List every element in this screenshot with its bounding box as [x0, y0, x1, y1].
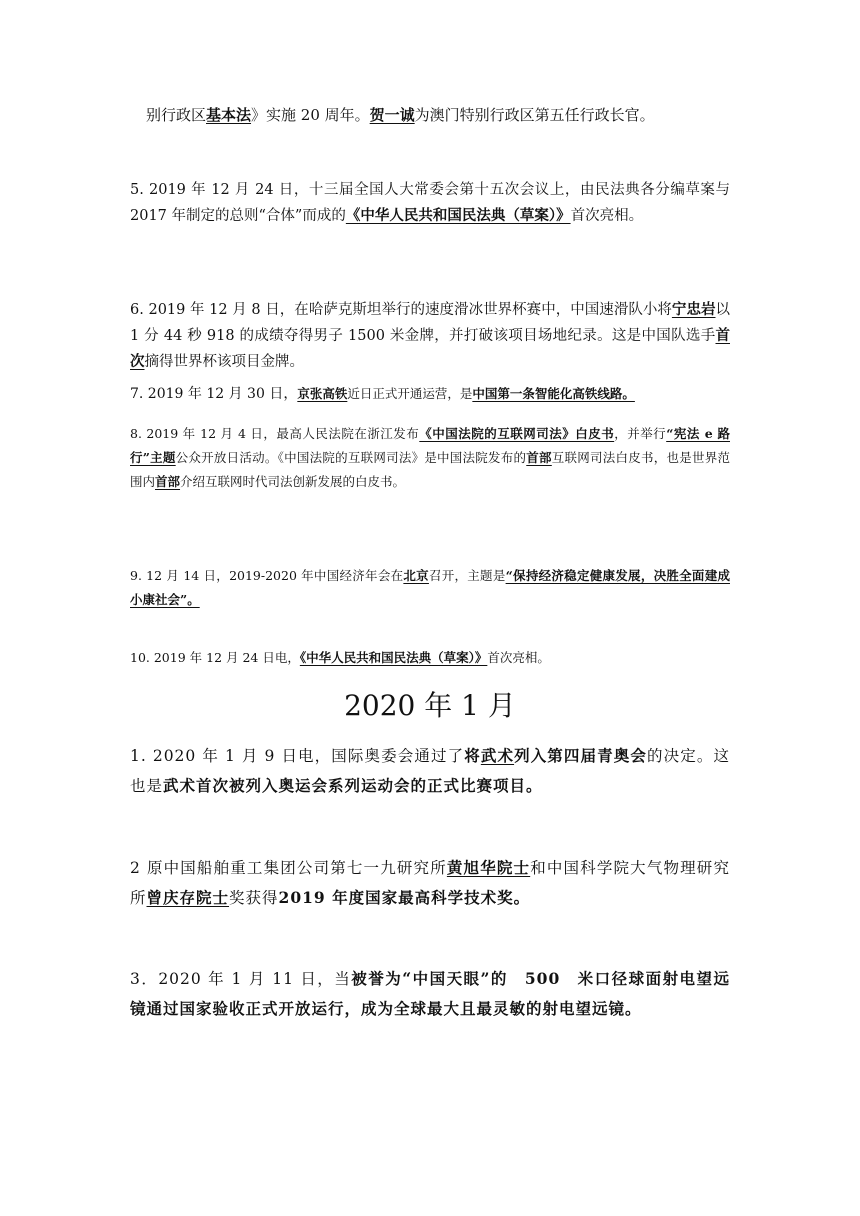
first-2: 首部 — [155, 474, 181, 489]
code-title: 《中华人民共和国民法典（草案）》 — [345, 207, 571, 224]
sport-name: 武术 — [480, 746, 515, 765]
item-10: 10. 2019 年 12 月 24 日电，《中华人民共和国民法典（草案）》首次亮相。 — [130, 650, 550, 665]
event-theme: “宪法 e 路行”主题 — [130, 426, 730, 465]
first-time: 首次 — [130, 327, 730, 370]
item-7: 7. 2019 年 12 月 30 日，京张高铁近日正式开通运营，是中国第一条智能化高铁线路。 — [130, 386, 635, 402]
item-q3: 3．2020 年 1 月 11 日，当被誉为“中国天眼”的 500 米口径球面射电望远镜通过国家验收正式开放运行，成为全球最大且最灵敏的射电望远镜。 — [130, 969, 731, 1018]
item-q1: 1. 2020 年 1 月 9 日电，国际奥委会通过了将武术列入第四届青奥会的决定。这也是武术首次被列入奥运会系列运动会的正式比赛项目。 — [130, 746, 730, 795]
scientist-1: 黄旭华院士 — [446, 858, 531, 877]
scientist-2: 曾庆存院士 — [146, 888, 230, 907]
person-name: 贺一诚 — [369, 106, 415, 124]
railway-desc: 中国第一条智能化高铁线路。 — [472, 386, 635, 401]
city-name: 北京 — [403, 568, 429, 583]
athlete-name: 宁忠岩 — [671, 301, 716, 318]
item-5: 5. 2019 年 12 月 24 日，十三届全国人大常委会第十五次会议上，由民法典各分编草案与 2017 年制定的总则“合体”而成的《中华人民共和国民法典（草案）》首次亮相。 — [130, 182, 730, 224]
first-1: 首部 — [526, 450, 552, 465]
law-name: 基本法 — [206, 106, 252, 124]
month-heading: 2020 年 1 月 — [344, 689, 516, 722]
railway-name: 京张高铁 — [297, 386, 348, 401]
item-8: 8. 2019 年 12 月 4 日，最高人民法院在浙江发布《中国法院的互联网司法》白皮书，并举行“宪法 e 路行”主题公众开放日活动。《中国法院的互联网司法》是中国法院发布的首部互联网司法白皮书，也是世界范围内首部介绍互联网时代司法创新发展的白皮书。 — [130, 426, 730, 489]
item-6: 6. 2019 年 12 月 8 日，在哈萨克斯坦举行的速度滑冰世界杯赛中，中国速滑队小将宁忠岩以 1 分 44 秒 918 的成绩夺得男子 1500 米金牌，并打破该项目场地纪录。这是中国队选手首次摘得世界杯该项目金牌。 — [130, 301, 730, 370]
item-p0: 别行政区基本法》实施 20 周年。贺一诚为澳门特别行政区第五任行政长官。 — [146, 106, 655, 124]
whitepaper-title: 《中国法院的互联网司法》白皮书 — [419, 426, 615, 441]
item-q2: 2 原中国船舶重工集团公司第七一九研究所黄旭华院士和中国科学院大气物理研究所曾庆存院士奖获得2019 年度国家最高科学技术奖。 — [130, 858, 730, 907]
conference-theme: “保持经济稳定健康发展，决胜全面建成小康社会”。 — [130, 568, 730, 607]
item-9: 9. 12 月 14 日，2019-2020 年中国经济年会在北京召开，主题是“保持经济稳定健康发展，决胜全面建成小康社会”。 — [130, 568, 730, 607]
code-title-2: 《中华人民共和国民法典（草案）》 — [299, 650, 488, 665]
